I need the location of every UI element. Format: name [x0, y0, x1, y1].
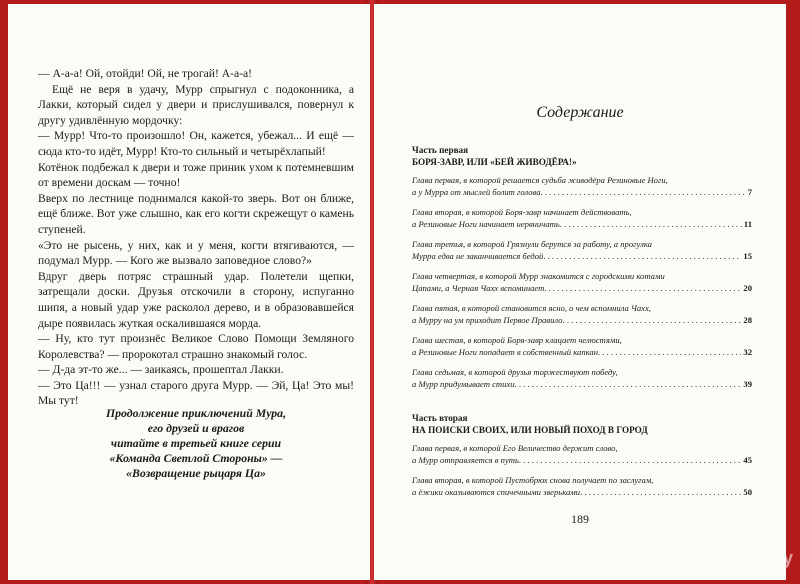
watermark-text: абиринт.ру [685, 548, 794, 568]
continuation-note [38, 406, 354, 481]
dot-leader [598, 346, 741, 358]
part-heading: НА ПОИСКИ СВОИХ, ИЛИ НОВЫЙ ПОХОД В ГОРОД [412, 425, 648, 435]
toc-entry-line: Глава первая, в которой Его Величество держит слово, [412, 443, 618, 453]
toc-entry-line: а ёжики оказываются спичечными зверьками [412, 487, 581, 497]
right-page [374, 4, 786, 580]
dot-leader [560, 218, 742, 230]
toc-entry-line: а Мурру на ум приходит Первое Правило [412, 315, 563, 325]
dot-leader [544, 282, 741, 294]
toc-entry [412, 206, 752, 230]
watermark-logo-icon: Л [661, 549, 683, 571]
toc-entry-line: Глава четвертая, в которой Мурр знакомится с городскими котами [412, 271, 665, 281]
paragraph: — Д-да эт-то же... — заикаясь, прошептал Лакки. [38, 363, 284, 377]
toc-entry-line: Глава шестая, в которой Боря-завр клацает челюстями, [412, 335, 622, 345]
dot-leader [563, 314, 742, 326]
dot-leader [580, 486, 741, 498]
part-heading: БОРЯ-ЗАВР, ИЛИ «БЕЙ ЖИВОДЁРА!» [412, 157, 577, 167]
part-label: Часть вторая [412, 413, 468, 423]
toc-entry-line: Цапами, а Черная Чахх вспоминает [412, 283, 545, 293]
toc-entry [412, 174, 752, 198]
toc-page-number: 7 [747, 187, 752, 197]
dot-leader [515, 378, 742, 390]
continuation-line: «Возвращение рыцаря Ца» [126, 466, 266, 480]
toc-entry [412, 270, 752, 294]
toc-entry-line: Глава пятая, в которой становится ясно, о чем вспомнила Чахх, [412, 303, 651, 313]
continuation-line: «Команда Светлой Стороны» — [109, 451, 283, 465]
toc-entry-line: Глава третья, в которой Грязнули берутся за работу, а прогулка [412, 239, 652, 249]
toc-entry-line: Глава первая, в которой решается судьба живодёра Резиновые Ноги, [412, 175, 668, 185]
paragraph: — А-а-а! Ой, отойди! Ой, не трогай! А-а-а! [38, 67, 252, 80]
toc-entry-line: Глава вторая, в которой Пустобрюх снова получает по заслугам, [412, 475, 654, 485]
page-number: 189 [571, 512, 589, 526]
paragraph: «Это не рысень, у них, как и у меня, когти втягиваются, — подумал Мурр. — Кого же вызвало заповедное слово?» [38, 238, 354, 268]
paragraph: — Мурр! Что-то произошло! Он, кажется, убежал... И ещё — сюда кто-то идёт, Мурр! Кто-то сильный и четырёхлапый! [38, 129, 354, 158]
toc-entry-line: Мурра едва не заканчивается бедой [412, 251, 544, 261]
dot-leader [541, 186, 746, 198]
toc-entry-line: Глава седьмая, в которой друзья торжествуют победу, [412, 367, 618, 377]
part-one-header [412, 144, 752, 168]
toc-page-number: 20 [743, 283, 752, 293]
part-label: Часть первая [412, 145, 469, 155]
toc-page-number: 28 [743, 315, 752, 325]
toc-page-number: 15 [743, 251, 752, 261]
toc-entry [412, 366, 752, 390]
toc-entry-line: Глава вторая, в которой Боря-завр начинает действовать, [412, 207, 632, 217]
toc-entry [412, 334, 752, 358]
paragraph: Вдруг дверь потряс страшный удар. Полетели щепки, затрещали доски. Друзья отскочили в сторону, испуганно шипя, а новый удар уже расколол дерево, и в образовавшейся дыре появилась жуткая оскалившаяся морда. [38, 269, 354, 330]
paragraph: — Это Ца!!! — узнал старого друга Мурр. — Эй, Ца! Это мы! Мы тут! [38, 378, 354, 408]
dot-leader [543, 250, 741, 262]
toc-page-number: 32 [743, 347, 752, 357]
toc-entry [412, 474, 752, 498]
left-page [8, 4, 370, 580]
toc-entry-line: а Резиновые Ноги попадает в собственный капкан [412, 347, 598, 357]
toc-entry [412, 302, 752, 326]
toc-entry-line: а Мурр придумывает стихи [412, 379, 515, 389]
toc-page-number: 39 [743, 379, 752, 389]
dot-leader [519, 454, 742, 466]
toc-entry-line: а Резиновые Ноги начинает нервничать [412, 219, 560, 229]
paragraph: — Ну, кто тут произнёс Великое Слово Помощи Земляного Королевства? — пророкотал страшно знакомый голос. [38, 332, 354, 361]
continuation-line: его друзей и врагов [147, 421, 245, 435]
toc-entry-line: а Мурр отправляется в путь [412, 455, 519, 465]
paragraph: Ещё не веря в удачу, Мурр спрыгнул с подоконника, а Лакки, который сидел у двери и прислушивался, повернул к другу удивлённую мордочку: [38, 82, 354, 127]
watermark [661, 548, 794, 571]
toc-entry [412, 442, 752, 466]
part-two-header [412, 412, 752, 436]
toc-page-number: 45 [743, 455, 752, 465]
paragraph: Котёнок подбежал к двери и тоже приник ухом к потемневшим от времени доскам — точно! [38, 160, 354, 190]
toc-title: Содержание [536, 104, 624, 121]
continuation-line: читайте в третьей книге серии [110, 436, 282, 450]
toc-entry-line: а у Мурра от мыслей болит голова [412, 187, 541, 197]
toc-entry [412, 238, 752, 262]
story-text [38, 66, 354, 409]
toc-page-number: 50 [743, 487, 752, 497]
paragraph: Вверх по лестнице поднимался какой-то зверь. Вот он ближе, ещё ближе. Вот уже слышно, как его когти скрежещут о камень ступеней. [38, 191, 354, 236]
continuation-line: Продолжение приключений Мура, [105, 406, 287, 420]
toc-page-number: 11 [743, 219, 752, 229]
